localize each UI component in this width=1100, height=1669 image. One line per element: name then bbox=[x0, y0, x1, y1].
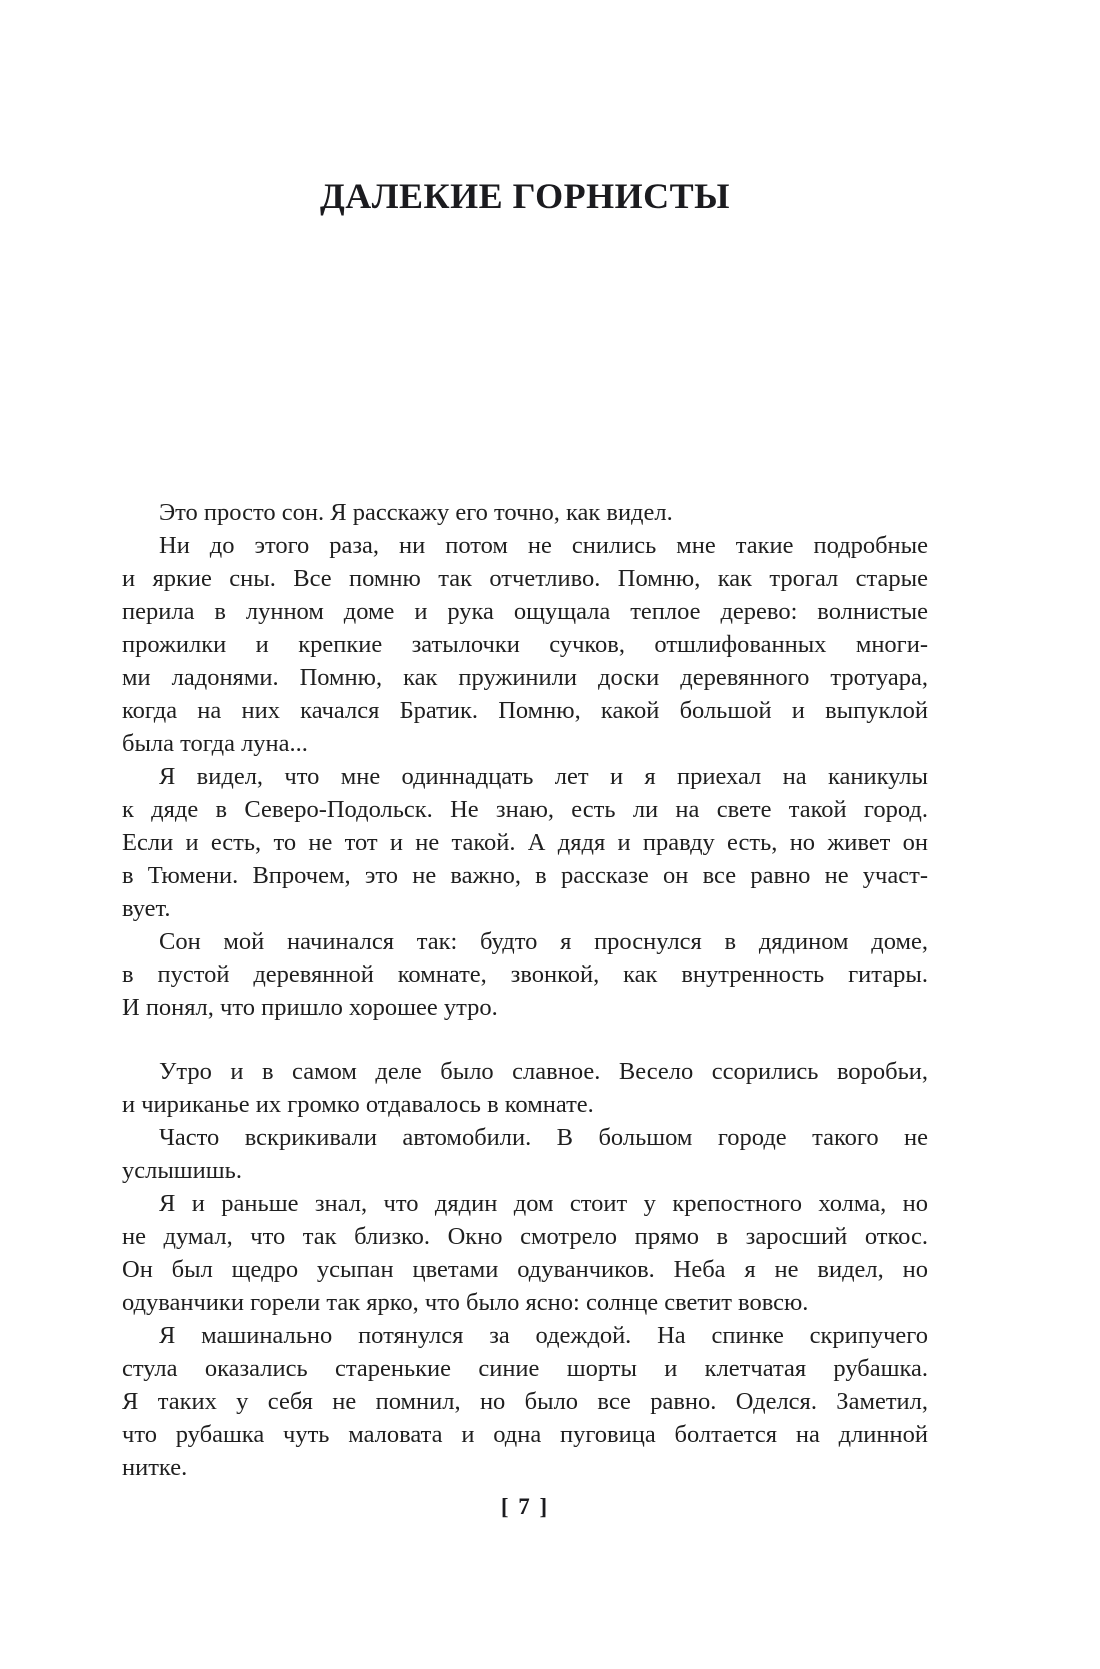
text-line: стула оказались старенькие синие шорты и клетчатая рубашка. bbox=[122, 1355, 928, 1382]
text-line: Часто вскрикивали автомобили. В большом городе такого не bbox=[159, 1124, 928, 1151]
text-line: Я и раньше знал, что дядин дом стоит у крепостного холма, но bbox=[159, 1190, 928, 1217]
paragraph bbox=[122, 529, 928, 760]
text-line: Ни до этого раза, ни потом не снились мне такие подробные bbox=[159, 532, 928, 559]
text-line: вует. bbox=[122, 895, 171, 922]
text-line: Я машинально потянулся за одеждой. На спинке скрипучего bbox=[159, 1322, 928, 1349]
paragraph bbox=[122, 760, 928, 925]
text-line: в Тюмени. Впрочем, это не важно, в рассказе он все равно не участ- bbox=[122, 862, 928, 889]
text-line: Я таких у себя не помнил, но было все равно. Оделся. Заметил, bbox=[122, 1388, 928, 1415]
paragraph bbox=[122, 925, 928, 1024]
text-line: и чириканье их громко отдавалось в комнате. bbox=[122, 1091, 594, 1118]
paragraph bbox=[122, 1055, 928, 1121]
text-line: что рубашка чуть маловата и одна пуговица болтается на длинной bbox=[122, 1421, 928, 1448]
text-line: была тогда луна... bbox=[122, 730, 308, 757]
paragraph bbox=[122, 1187, 928, 1319]
story-text bbox=[122, 496, 928, 1484]
text-line: к дяде в Северо-Подольск. Не знаю, есть ли на свете такой город. bbox=[122, 796, 928, 823]
text-line: Он был щедро усыпан цветами одуванчиков. Неба я не видел, но bbox=[122, 1256, 928, 1283]
text-line: в пустой деревянной комнате, звонкой, как внутренность гитары. bbox=[122, 961, 928, 988]
text-line: прожилки и крепкие затылочки сучков, отшлифованных многи- bbox=[122, 631, 928, 658]
text-line: услышишь. bbox=[122, 1157, 242, 1184]
paragraph bbox=[122, 496, 928, 529]
text-line: Сон мой начинался так: будто я проснулся в дядином доме, bbox=[159, 928, 928, 955]
text-line: и яркие сны. Все помню так отчетливо. Помню, как трогал старые bbox=[122, 565, 928, 592]
story-title: ДАЛЕКИЕ ГОРНИСТЫ bbox=[319, 176, 731, 216]
text-line: одуванчики горели так ярко, что было ясно: солнце светит вовсю. bbox=[122, 1289, 809, 1316]
text-line: Я видел, что мне одиннадцать лет и я приехал на каникулы bbox=[159, 763, 928, 790]
text-section bbox=[122, 496, 928, 1024]
paragraph bbox=[122, 1319, 928, 1484]
page-number: [ 7 ] bbox=[500, 1494, 550, 1519]
text-line: Это просто сон. Я расскажу его точно, как видел. bbox=[159, 499, 673, 526]
paragraph bbox=[122, 1121, 928, 1187]
text-section bbox=[122, 1055, 928, 1484]
text-line: когда на них качался Братик. Помню, какой большой и выпуклой bbox=[122, 697, 928, 724]
text-line: ми ладонями. Помню, как пружинили доски деревянного тротуара, bbox=[122, 664, 928, 691]
text-line: перила в лунном доме и рука ощущала теплое дерево: волнистые bbox=[122, 598, 928, 625]
text-line: нитке. bbox=[122, 1454, 188, 1481]
text-line: не думал, что так близко. Окно смотрело прямо в заросший откос. bbox=[122, 1223, 928, 1250]
text-line: Утро и в самом деле было славное. Весело ссорились воробьи, bbox=[159, 1058, 928, 1085]
text-line: И понял, что пришло хорошее утро. bbox=[122, 994, 498, 1021]
text-line: Если и есть, то не тот и не такой. А дядя и правду есть, но живет он bbox=[122, 829, 928, 856]
